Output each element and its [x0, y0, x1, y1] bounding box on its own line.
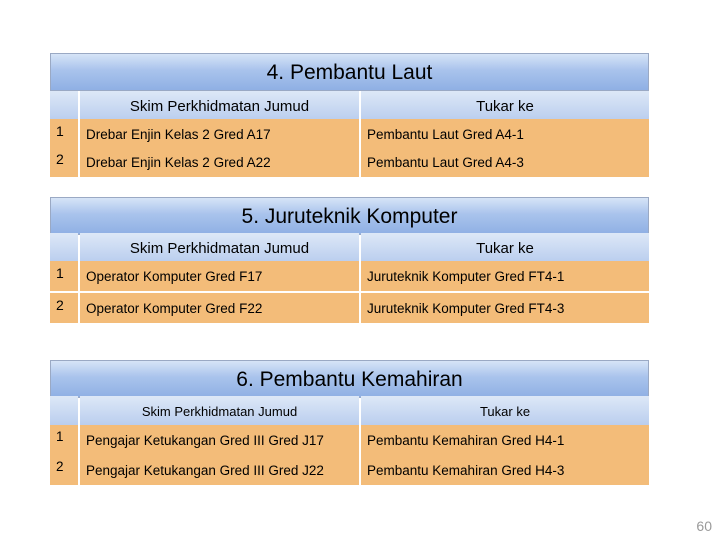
row-tukar: Juruteknik Komputer Gred FT4-3	[361, 293, 649, 323]
section-title: 4. Pembantu Laut	[266, 61, 433, 84]
section-title-banner	[50, 197, 649, 235]
table-header-row	[50, 233, 649, 263]
table-row	[50, 261, 649, 291]
table-row	[50, 147, 649, 177]
header-tukar: Tukar ke	[361, 396, 649, 426]
table-row	[50, 425, 649, 455]
row-tukar: Juruteknik Komputer Gred FT4-1	[361, 261, 649, 291]
table-row	[50, 293, 649, 323]
table-row	[50, 119, 649, 149]
page-number: 60	[696, 518, 712, 534]
table-header-row	[50, 91, 649, 121]
row-jumud: Pengajar Ketukangan Gred III Gred J17	[80, 425, 359, 455]
row-number: 2	[50, 455, 78, 485]
header-jumud: Skim Perkhidmatan Jumud	[80, 233, 359, 263]
header-tukar: Tukar ke	[361, 91, 649, 121]
row-number: 1	[50, 119, 78, 149]
section-title-banner	[50, 53, 649, 91]
section-title-banner	[50, 360, 649, 398]
table-row	[50, 455, 649, 485]
header-blank-cell	[50, 91, 78, 121]
row-tukar: Pembantu Kemahiran Gred H4-3	[361, 455, 649, 485]
table-header-row	[50, 396, 649, 426]
header-blank-cell	[50, 233, 78, 263]
section-title: 6. Pembantu Kemahiran	[236, 368, 463, 391]
row-number: 1	[50, 425, 78, 455]
section-title: 5. Juruteknik Komputer	[241, 205, 458, 228]
row-jumud: Operator Komputer Gred F17	[80, 261, 359, 291]
row-jumud: Drebar Enjin Kelas 2 Gred A17	[80, 119, 359, 149]
row-jumud: Drebar Enjin Kelas 2 Gred A22	[80, 147, 359, 177]
row-number: 1	[50, 261, 78, 291]
row-number: 2	[50, 293, 78, 323]
header-jumud: Skim Perkhidmatan Jumud	[80, 91, 359, 121]
row-jumud: Operator Komputer Gred F22	[80, 293, 359, 323]
header-jumud: Skim Perkhidmatan Jumud	[80, 396, 359, 426]
row-tukar: Pembantu Laut Gred A4-3	[361, 147, 649, 177]
row-tukar: Pembantu Laut Gred A4-1	[361, 119, 649, 149]
header-tukar: Tukar ke	[361, 233, 649, 263]
row-tukar: Pembantu Kemahiran Gred H4-1	[361, 425, 649, 455]
header-blank-cell	[50, 396, 78, 426]
row-jumud: Pengajar Ketukangan Gred III Gred J22	[80, 455, 359, 485]
row-number: 2	[50, 147, 78, 177]
